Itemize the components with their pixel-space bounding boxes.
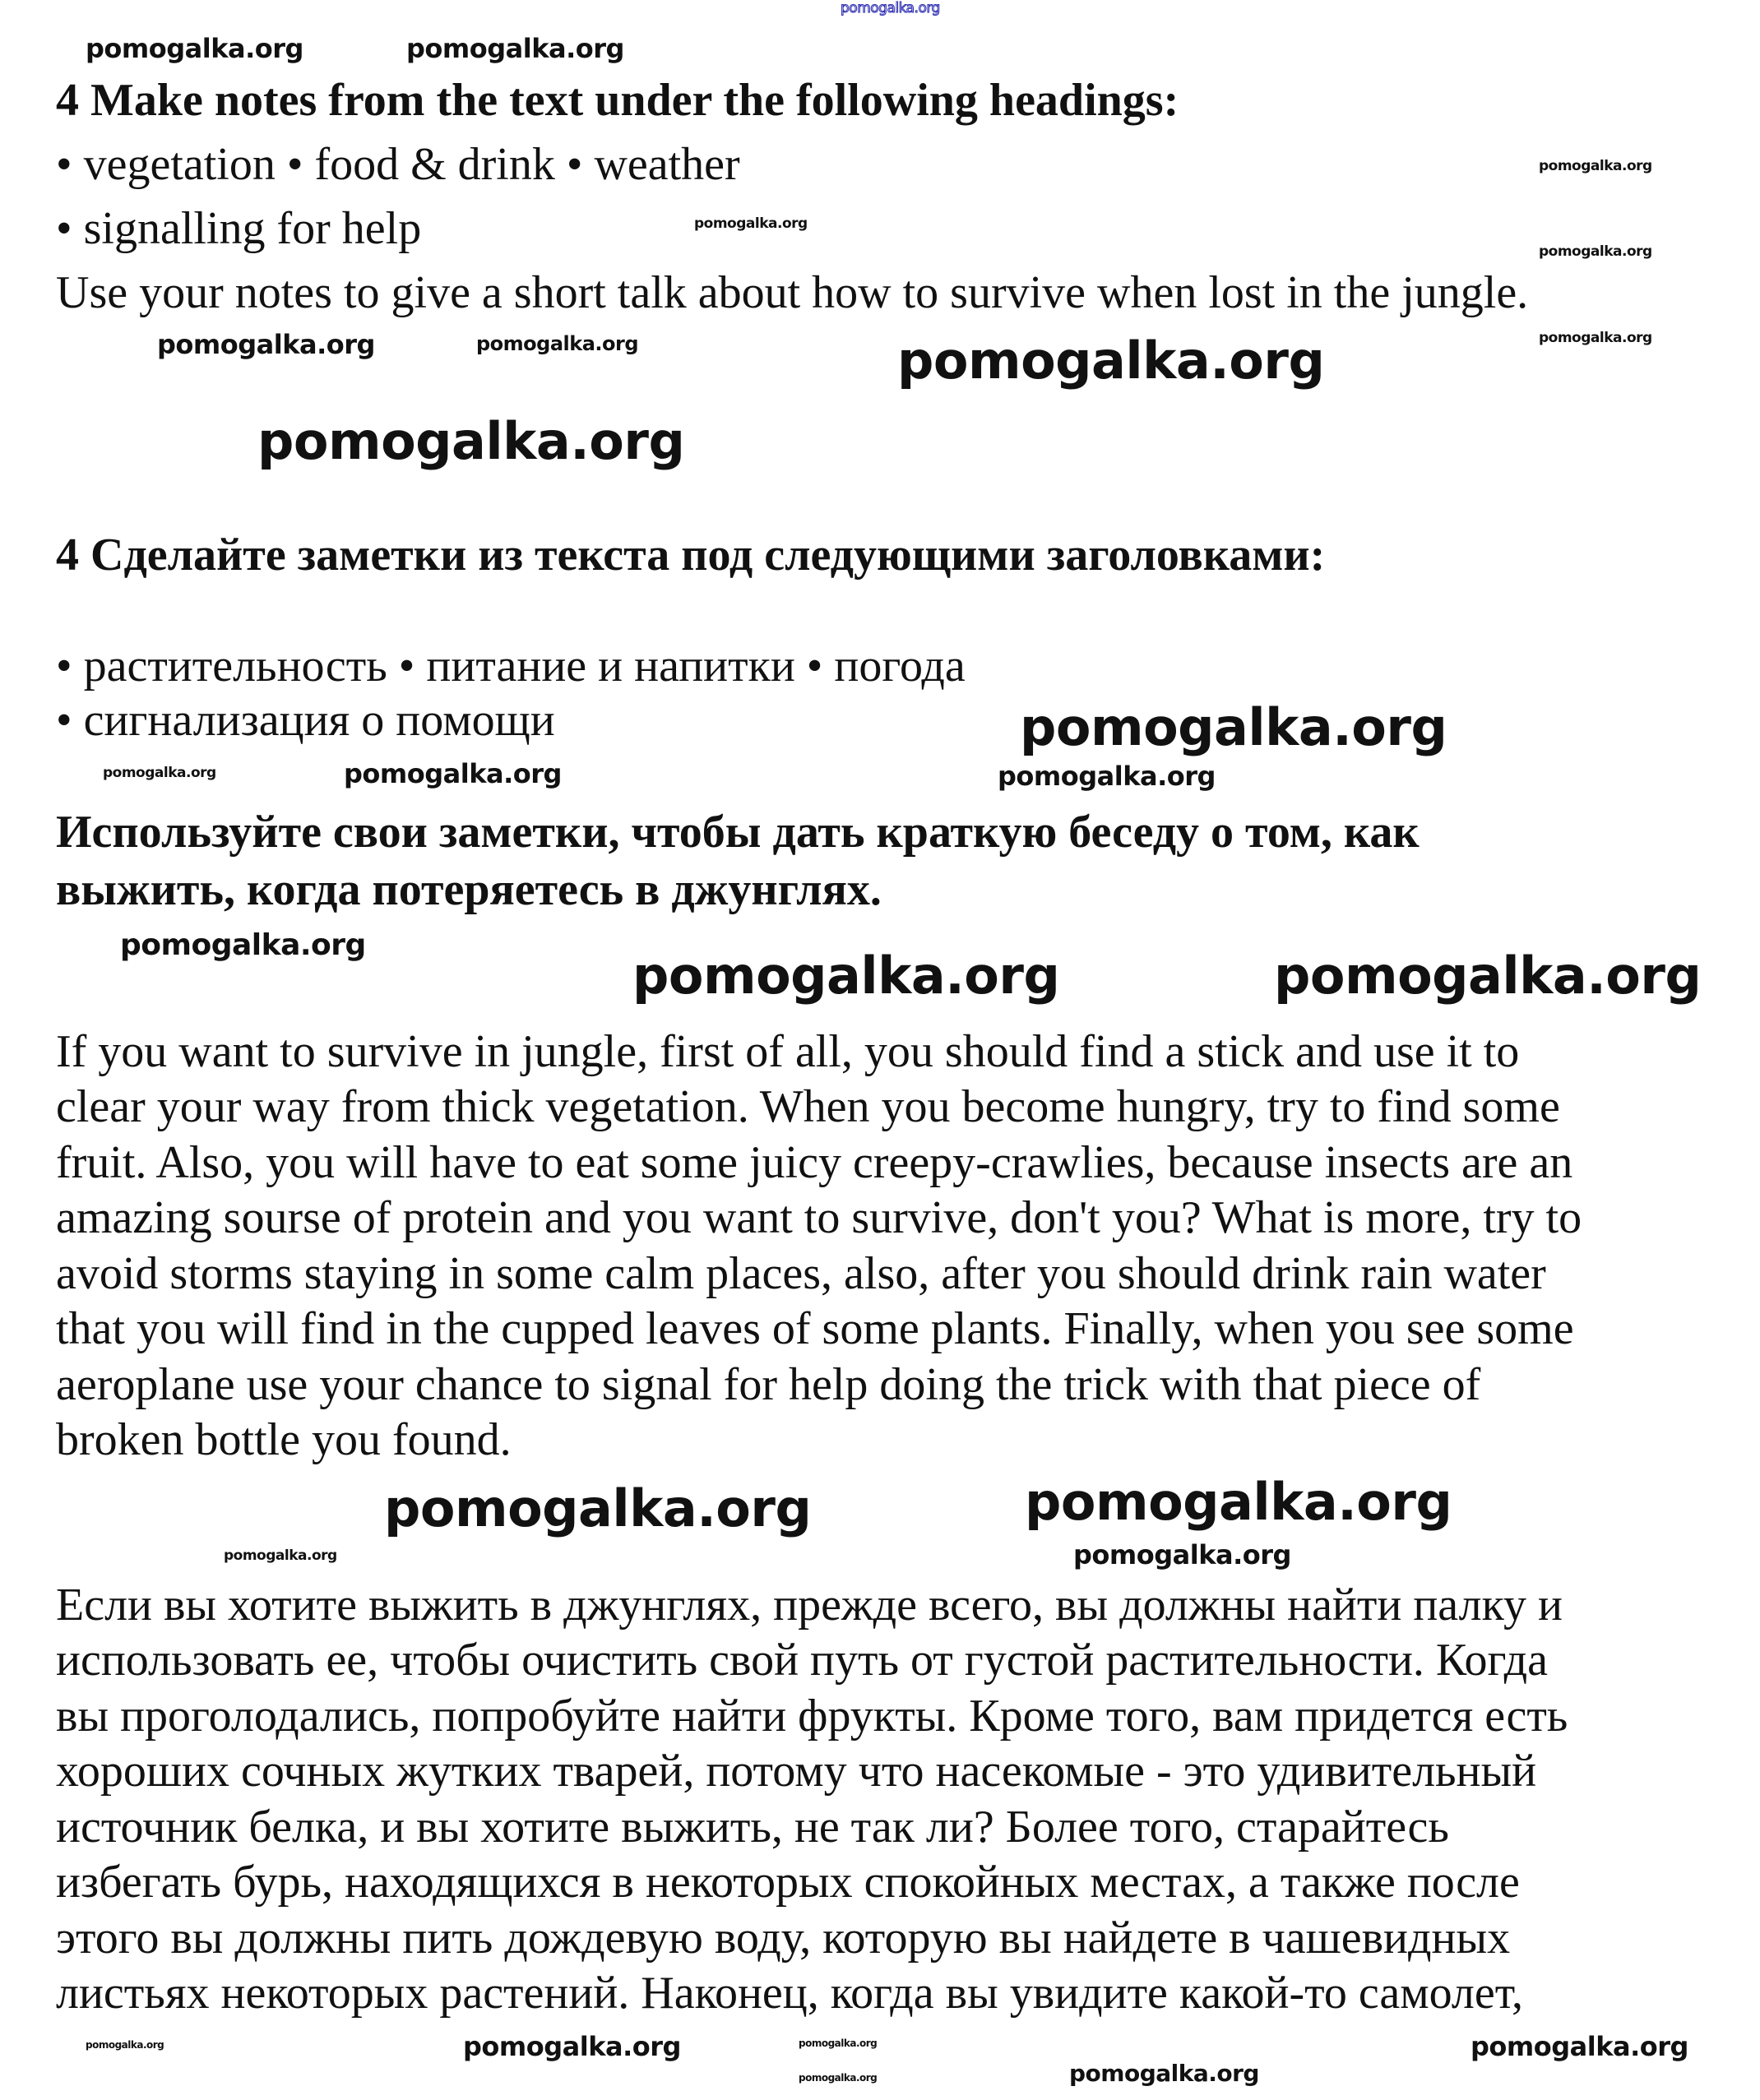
watermark: pomogalka.org: [1539, 158, 1652, 174]
answer-en-line: If you want to survive in jungle, first of all, you should find a stick and use it to: [56, 1026, 1520, 1077]
answer-ru-line: хороших сочных жутких тварей, потому что насекомые - это удивительный: [56, 1746, 1537, 1797]
watermark: pomogalka.org: [1025, 1472, 1452, 1532]
watermark: pomogalka.org: [694, 215, 808, 232]
watermark: pomogalka.org: [86, 33, 303, 64]
watermark: pomogalka.org: [86, 2039, 164, 2051]
task-bullets-ru-2: • сигнализация о помощи: [56, 695, 555, 746]
answer-ru-line: источник белка, и вы хотите выжить, не так ли? Более того, старайтесь: [56, 1802, 1449, 1853]
watermark: pomogalka.org: [224, 1547, 337, 1564]
answer-en-line: clear your way from thick vegetation. When you become hungry, try to find some: [56, 1081, 1560, 1132]
watermark: pomogalka.org: [799, 2072, 878, 2084]
answer-en-line: that you will find in the cupped leaves of some plants. Finally, when you see some: [56, 1303, 1574, 1354]
watermark: pomogalka.org: [897, 331, 1325, 391]
watermark: pomogalka.org: [1274, 946, 1702, 1006]
watermark: pomogalka.org: [120, 928, 366, 962]
watermark: pomogalka.org: [841, 0, 940, 16]
watermark: pomogalka.org: [103, 765, 216, 781]
answer-ru-line: этого вы должны пить дождевую воду, которую вы найдете в чашевидных: [56, 1913, 1511, 1964]
task-bullets-en-2: • signalling for help: [56, 203, 422, 254]
task-heading-en: 4 Make notes from the text under the following headings:: [56, 75, 1179, 126]
watermark: pomogalka.org: [1020, 697, 1447, 757]
answer-en-line: amazing sourse of protein and you want to survive, don't you? What is more, try to: [56, 1192, 1582, 1243]
task-instruction-ru-1: Используйте свои заметки, чтобы дать краткую беседу о том, как: [56, 807, 1420, 858]
watermark: pomogalka.org: [157, 329, 375, 360]
answer-en-line: aeroplane use your chance to signal for help doing the trick with that piece of: [56, 1359, 1481, 1410]
watermark: pomogalka.org: [476, 332, 639, 355]
task-instruction-ru-2: выжить, когда потеряетесь в джунглях.: [56, 864, 882, 915]
watermark: pomogalka.org: [257, 411, 685, 471]
answer-ru-line: использовать ее, чтобы очистить свой путь от густой растительности. Когда: [56, 1635, 1549, 1686]
answer-ru-line: избегать бурь, находящихся в некоторых спокойных местах, а также после: [56, 1857, 1520, 1908]
watermark: pomogalka.org: [1471, 2031, 1688, 2062]
task-bullets-ru-1: • растительность • питание и напитки • погода: [56, 641, 966, 692]
watermark: pomogalka.org: [1539, 330, 1652, 346]
watermark: pomogalka.org: [463, 2031, 681, 2062]
answer-ru-line: листьях некоторых растений. Наконец, когда вы увидите какой-то самолет,: [56, 1968, 1523, 2019]
watermark: pomogalka.org: [384, 1478, 812, 1538]
watermark: pomogalka.org: [998, 761, 1216, 792]
answer-en-line: fruit. Also, you will have to eat some juicy creepy-crawlies, because insects are an: [56, 1137, 1573, 1188]
watermark: pomogalka.org: [1539, 243, 1652, 260]
watermark: pomogalka.org: [799, 2038, 878, 2049]
answer-en-line: avoid storms staying in some calm places, also, after you should drink rain water: [56, 1248, 1546, 1299]
watermark: pomogalka.org: [632, 946, 1060, 1006]
task-instruction-en: Use your notes to give a short talk about how to survive when lost in the jungle.: [56, 267, 1529, 318]
watermark: pomogalka.org: [1069, 2060, 1259, 2087]
task-heading-ru: 4 Сделайте заметки из текста под следующими заголовками:: [56, 530, 1326, 581]
task-bullets-en-1: • vegetation • food & drink • weather: [56, 139, 740, 190]
watermark: pomogalka.org: [406, 33, 624, 64]
answer-ru-line: вы проголодались, попробуйте найти фрукты. Кроме того, вам придется есть: [56, 1691, 1568, 1742]
watermark: pomogalka.org: [344, 758, 562, 789]
watermark: pomogalka.org: [1073, 1539, 1291, 1570]
answer-en-line: broken bottle you found.: [56, 1414, 512, 1465]
answer-ru-line: Если вы хотите выжить в джунглях, прежде всего, вы должны найти палку и: [56, 1580, 1563, 1631]
